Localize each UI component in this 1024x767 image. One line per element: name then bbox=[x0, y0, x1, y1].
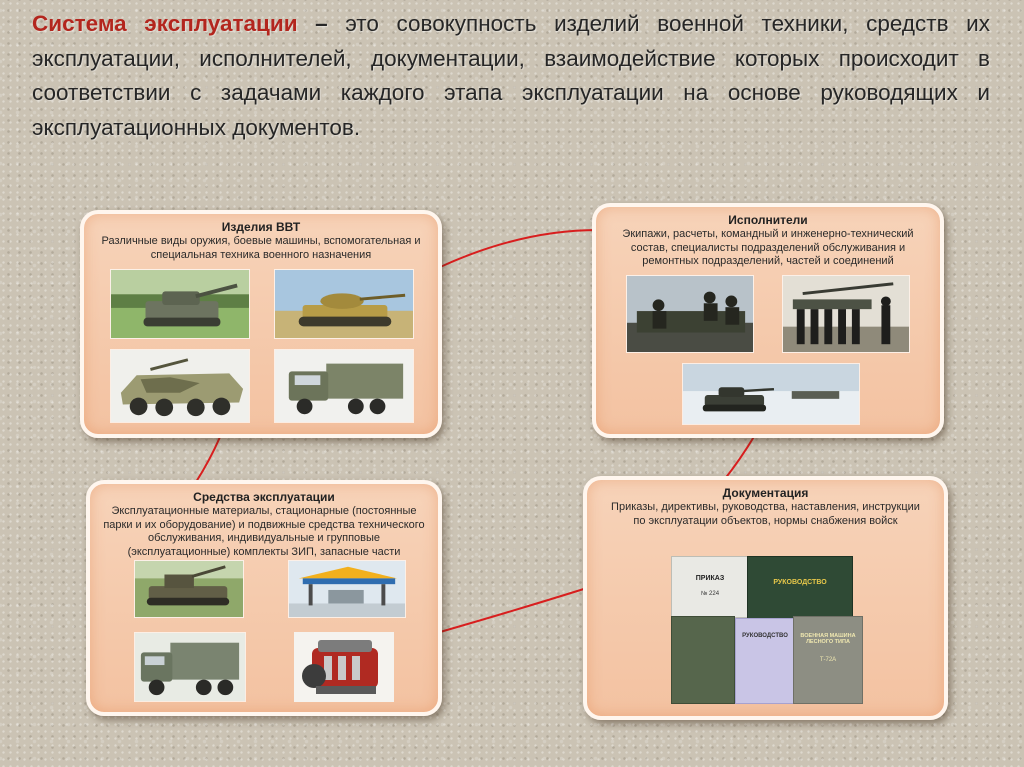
doc-grey-booklet-code: Т-72А bbox=[819, 657, 837, 663]
card-vvt bbox=[80, 210, 442, 438]
photo-soldiers-in-line bbox=[782, 275, 910, 353]
doc-order-title: ПРИКАЗ bbox=[695, 575, 725, 582]
card-sredstva-description: Эксплуатационные материалы, стационарные (постоянные парки и их оборудование) и подвижные средства технического обслуживания, индивидуальные и групповые (эксплуатационные) комплекты ЗИП, запасные части bbox=[103, 505, 425, 558]
doc-manual-cover bbox=[747, 556, 853, 620]
photo-tank bbox=[274, 269, 414, 339]
photo-truck bbox=[274, 349, 414, 423]
doc-order-number: № 224 bbox=[700, 591, 720, 597]
card-dokumentatsiya-description: Приказы, директивы, руководства, наставления, инструкции по эксплуатации объектов, нормы снабжения войск bbox=[611, 501, 920, 527]
card-vvt-title: Изделия ВВТ bbox=[221, 220, 301, 234]
connector-sredstva-dokumentatsiya bbox=[440, 588, 587, 632]
photo-apc bbox=[110, 349, 250, 423]
card-dokumentatsiya-title: Документация bbox=[722, 486, 809, 500]
card-sredstva bbox=[86, 480, 442, 716]
doc-grey-booklet-title: ВОЕННАЯ МАШИНА ЛЕСНОГО ТИПА bbox=[800, 633, 856, 645]
intro-text: это совокупность изделий военной техники, средств их эксплуатации, исполнителей, документации, взаимодействие которых происходит в соответствии с задачами каждого этапа эксплуатации на основе руководящих и эксплуатационных документов. bbox=[32, 11, 990, 140]
doc-manual-lilac-title: РУКОВОДСТВО bbox=[742, 633, 788, 639]
card-ispolniteli-description: Экипажи, расчеты, командный и инженерно-технический состав, специалисты подразделений обслуживания и ремонтных подразделений, частей и соединений bbox=[622, 228, 914, 267]
photo-tank-in-snow bbox=[682, 363, 860, 425]
card-dokumentatsiya bbox=[583, 476, 948, 720]
photo-self-propelled-gun bbox=[110, 269, 250, 339]
card-ispolniteli bbox=[592, 203, 944, 438]
card-vvt-description: Различные виды оружия, боевые машины, вспомогательная и специальная техника военного назначения bbox=[101, 235, 421, 261]
card-ispolniteli-title: Исполнители bbox=[728, 213, 808, 227]
doc-order bbox=[671, 556, 749, 618]
photo-crew-at-tank bbox=[626, 275, 754, 353]
photo-repair-truck bbox=[134, 632, 246, 702]
connector-vvt-sredstva bbox=[196, 437, 220, 482]
photo-recovery-vehicle bbox=[134, 560, 244, 618]
photo-service-station bbox=[288, 560, 406, 618]
doc-green-booklet bbox=[671, 616, 735, 704]
intro-term: Система эксплуатации bbox=[32, 11, 298, 36]
doc-manual-cover-title: РУКОВОДСТВО bbox=[773, 579, 827, 586]
photo-engine bbox=[294, 632, 394, 702]
doc-grey-booklet bbox=[793, 616, 863, 704]
connector-vvt-ispolniteli bbox=[438, 230, 598, 268]
card-sredstva-title: Средства эксплуатации bbox=[193, 490, 335, 504]
intro-dash: – bbox=[297, 11, 346, 36]
doc-manual-lilac bbox=[735, 618, 795, 704]
connector-ispolniteli-dokumentatsiya bbox=[724, 435, 755, 480]
